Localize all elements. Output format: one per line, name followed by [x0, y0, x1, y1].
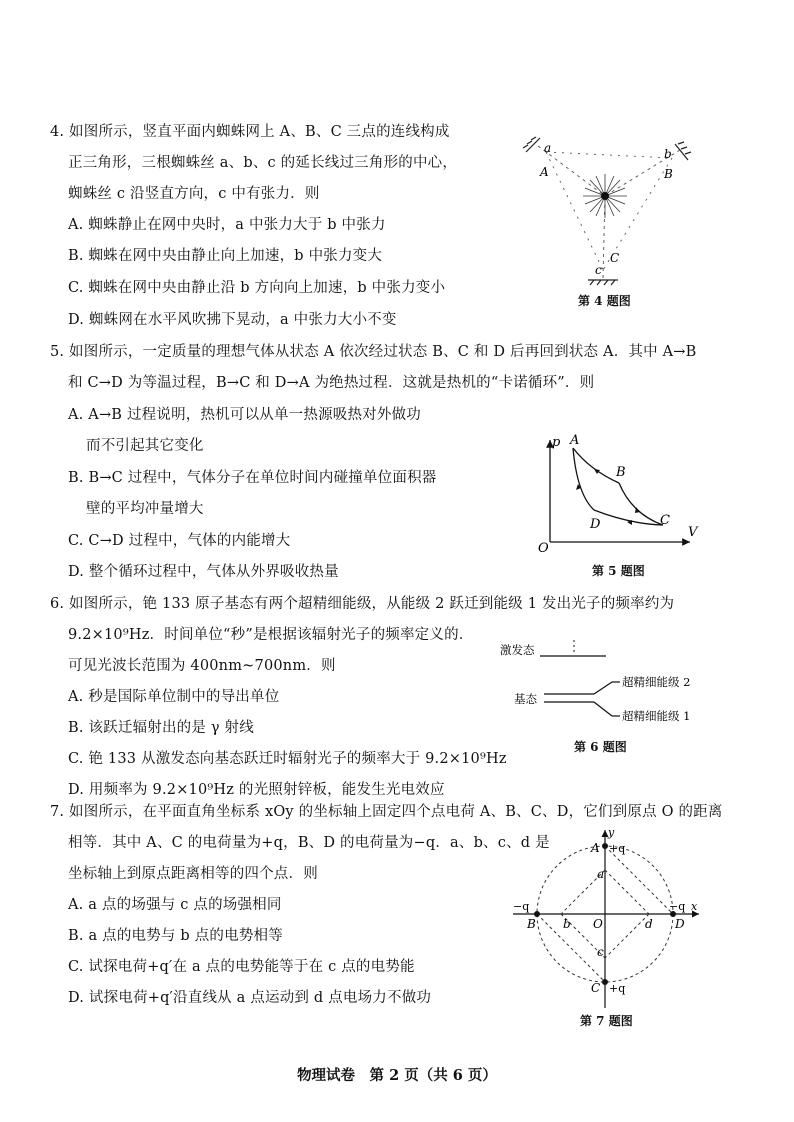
- curve-d-to-a: [573, 448, 594, 510]
- q4-spider-web-figure: [510, 130, 700, 290]
- point-b: b: [563, 917, 571, 931]
- q7-option-c[interactable]: C. 试探电荷+q′在 a 点的电势能等于在 c 点的电势能: [68, 959, 415, 975]
- label-b: b: [664, 147, 672, 161]
- ground-label: 基态: [514, 692, 537, 706]
- q6-stem-line: 6. 如图所示，铯 133 原子基态有两个超精细能级，从能级 2 跃迁到能级 1 发出光子的频率约为: [50, 596, 675, 612]
- q5-option-a-cont: 而不引起其它变化: [86, 438, 204, 454]
- charge-A-value: +q: [609, 842, 626, 855]
- q4-option-b[interactable]: B. 蜘蛛在网中央由静止向上加速，b 中张力变大: [68, 248, 383, 264]
- q5-option-d[interactable]: D. 整个循环过程中，气体从外界吸收热量: [68, 564, 339, 580]
- q6-figure-caption: 第 6 题图: [574, 740, 627, 754]
- q5-stem-line: 5. 如图所示，一定质量的理想气体从状态 A 依次经过状态 B、C 和 D 后再回到状态 A．其中 A→B: [50, 344, 697, 360]
- page-footer: 物理试卷 第 2 页（共 6 页）: [297, 1067, 497, 1084]
- axis-p-label: p: [552, 435, 561, 450]
- label-D: D: [675, 917, 685, 931]
- q5-stem-line: 和 C→D 为等温过程，B→C 和 D→A 为绝热过程．这就是热机的“卡诺循环”．则: [68, 375, 595, 391]
- q4-stem-line: 正三角形，三根蜘蛛丝 a、b、c 的延长线过三角形的中心，: [68, 155, 458, 171]
- q7-stem-line: 7. 如图所示，在平面直角坐标系 xOy 的坐标轴上固定四个点电荷 A、B、C、D，它们到原点 O 的距离: [50, 804, 723, 820]
- axis-x-label: x: [691, 900, 698, 913]
- label-A: A: [591, 841, 600, 855]
- label-A: A: [540, 165, 549, 179]
- spider-body-icon: [601, 192, 609, 200]
- ground-hatch-c-icon: [588, 280, 618, 285]
- curve-b-to-c: [619, 483, 663, 525]
- point-B: B: [616, 465, 626, 480]
- q7-option-a[interactable]: A. a 点的场强与 c 点的场强相同: [68, 897, 282, 913]
- point-c: c: [597, 945, 604, 959]
- q6-stem-line: 可见光波长范围为 400nm~700nm．则: [68, 658, 336, 674]
- q6-option-b[interactable]: B. 该跃迁辐射出的是 γ 射线: [68, 720, 254, 736]
- q4-option-d[interactable]: D. 蜘蛛网在水平风吹拂下晃动，a 中张力大小不变: [68, 312, 397, 328]
- q4-option-c[interactable]: C. 蜘蛛在网中央由静止沿 b 方向向上加速，b 中张力变小: [68, 280, 446, 296]
- q6-energy-level-figure: [500, 636, 715, 732]
- q7-option-d[interactable]: D. 试探电荷+q′沿直线从 a 点运动到 d 点电场力不做功: [68, 990, 432, 1006]
- q7-figure-caption: 第 7 题图: [580, 1014, 633, 1028]
- charge-A-icon: [602, 843, 608, 849]
- axis-y-label: y: [608, 826, 615, 839]
- q7-stem-line: 坐标轴上到原点距离相等的四个点．则: [68, 866, 318, 882]
- q5-option-b[interactable]: B. B→C 过程中，气体分子在单位时间内碰撞单位面积器: [68, 470, 437, 486]
- q5-option-b-cont: 壁的平均冲量增大: [86, 501, 204, 517]
- label-C: C: [610, 251, 620, 265]
- point-D: D: [590, 517, 601, 532]
- q4-stem-line: 4. 如图所示，竖直平面内蜘蛛网上 A、B、C 三点的连线构成: [50, 124, 450, 140]
- axis-v-label: V: [688, 525, 698, 540]
- q4-stem-line: 蜘蛛丝 c 沿竖直方向，c 中有张力．则: [68, 186, 320, 202]
- label-B: B: [664, 167, 673, 181]
- level-1-label: 超精细能级 1: [622, 709, 691, 723]
- charge-C-icon: [602, 979, 608, 985]
- origin-label: O: [593, 917, 603, 931]
- charge-D-value: −q: [669, 900, 686, 913]
- q4-option-a[interactable]: A. 蜘蛛静止在网中央时，a 中张力大于 b 中张力: [68, 217, 386, 233]
- excited-label: 激发态: [500, 643, 535, 657]
- point-d: d: [645, 917, 653, 931]
- label-a: a: [544, 141, 552, 155]
- q7-stem-line: 相等．其中 A、C 的电荷量为+q，B、D 的电荷量为−q．a、b、c、d 是: [68, 835, 550, 851]
- q7-option-b[interactable]: B. a 点的电势与 b 点的电势相等: [68, 928, 283, 944]
- q6-option-c[interactable]: C. 铯 133 从激发态向基态跃迁时辐射光子的频率大于 9.2×10⁹Hz: [68, 751, 507, 767]
- charge-C-value: +q: [609, 982, 626, 995]
- point-C: C: [660, 513, 670, 528]
- label-c: c: [595, 263, 602, 277]
- q5-pv-diagram: [530, 432, 710, 557]
- q4-figure-caption: 第 4 题图: [578, 294, 631, 308]
- q5-option-c[interactable]: C. C→D 过程中，气体的内能增大: [68, 533, 291, 549]
- label-B: B: [527, 917, 536, 931]
- q6-stem-line: 9.2×10⁹Hz．时间单位“秒”是根据该辐射光子的频率定义的．: [68, 627, 474, 643]
- q6-option-a[interactable]: A. 秒是国际单位制中的导出单位: [68, 689, 280, 705]
- q6-option-d[interactable]: D. 用频率为 9.2×10⁹Hz 的光照射锌板，能发生光电效应: [68, 782, 445, 798]
- q5-figure-caption: 第 5 题图: [592, 564, 645, 578]
- wall-hatch-b-icon: [675, 142, 691, 160]
- wall-hatch-a-icon: [523, 137, 540, 152]
- level-2-label: 超精细能级 2: [622, 675, 691, 689]
- point-a: a: [597, 867, 605, 881]
- charge-B-value: −q: [513, 900, 530, 913]
- origin-label: O: [538, 541, 549, 556]
- curve-a-to-b: [573, 448, 619, 483]
- q7-coordinate-figure: [505, 826, 705, 1011]
- point-A: A: [570, 433, 580, 448]
- label-C: C: [591, 981, 601, 995]
- q5-option-a[interactable]: A. A→B 过程说明，热机可以从单一热源吸热对外做功: [68, 407, 421, 423]
